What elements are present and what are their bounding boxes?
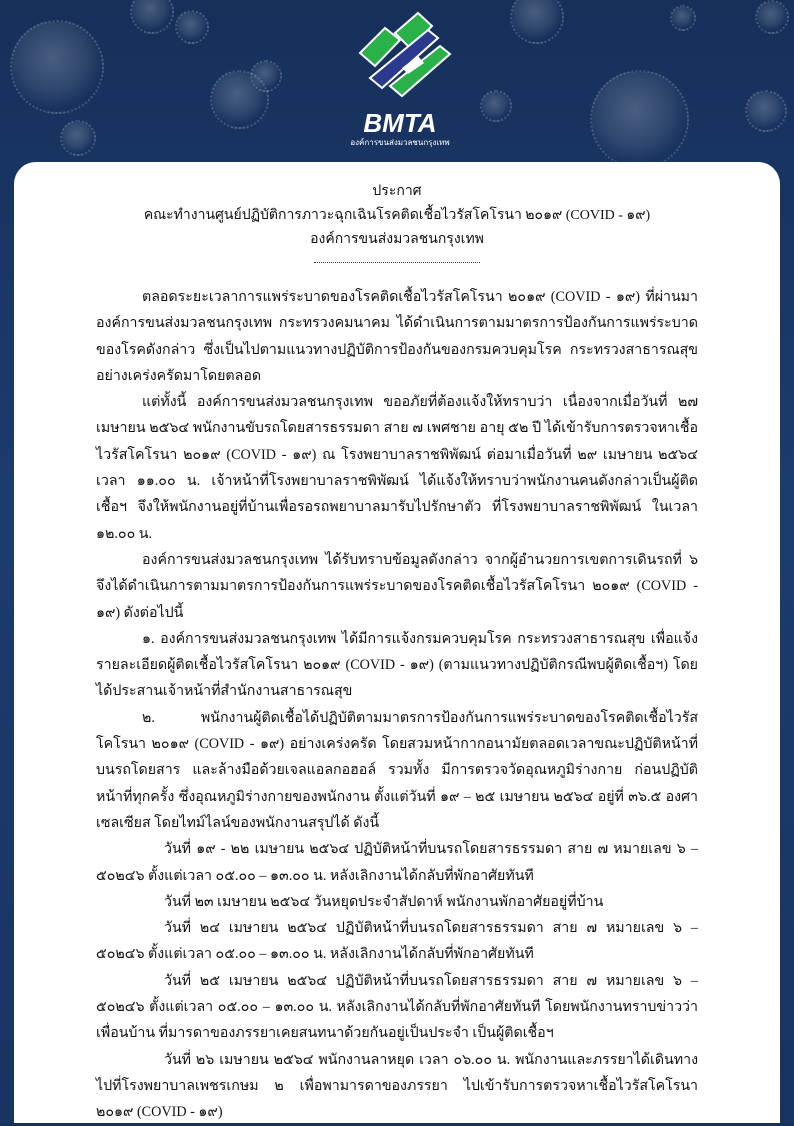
virus-decoration [590, 70, 689, 169]
timeline-entry: วันที่ ๒๖ เมษายน ๒๕๖๔ พนักงานลาหยุด เวลา ๐๖.๐๐ น. พนักงานและภรรยาได้เดินทางไปที่โรงพยาบาลเพชรเกษม ๒ เพื่อพามารดาของภรรยา ไปเข้ารับการตรวจหาเชื้อไวรัสโคโรนา ๒๐๑๙ (COVID - ๑๙) [96, 1051, 698, 1121]
virus-decoration [175, 10, 209, 44]
numbered-item: ๒. พนักงานผู้ติดเชื้อได้ปฏิบัติตามมาตรการป้องกันการแพร่ระบาดของโรคติดเชื้อไวรัสโคโรนา ๒๐๑๙ (COVID - ๑๙) อย่างเคร่งครัด โดยสวมหน้ากากอนามัยตลอดเวลาขณะปฏิบัติหน้าที่บนรถโดยสาร และล้างมือด้วยเจลแอลกอฮอล์ รวมทั้ง มีการตรวจวัดอุณหภูมิร่างกาย ก่อนปฏิบัติหน้าที่ทุกครั้ง ซึ่งอุณหภูมิร่างกายของพนักงาน ตั้งแต่วันที่ ๑๙ – ๒๕ เมษายน ๒๕๖๔ อยู่ที่ ๓๖.๕ องศาเซลเซียส โดยไทม์ไลน์ของพนักงานสรุปได้ ดังนี้ [96, 709, 698, 831]
paragraph: องค์การขนส่งมวลชนกรุงเทพ ได้รับทราบข้อมูลดังกล่าว จากผู้อำนวยการเขตการเดินรถที่ ๖ จึงได้ดำเนินการตามมาตรการป้องกันการแพร่ระบาดของโรคติดเชื้อไวรัสโคโรนา ๒๐๑๙ (COVID - ๑๙) ดังต่อไปนี้ [96, 551, 698, 621]
virus-decoration [670, 5, 696, 31]
virus-decoration [510, 0, 564, 44]
virus-decoration [755, 0, 789, 34]
virus-decoration [745, 90, 787, 132]
virus-decoration [250, 60, 282, 92]
header-divider [314, 262, 480, 263]
paragraph: ตลอดระยะเวลาการแพร่ระบาดของโรคติดเชื้อไวรัสโคโรนา ๒๐๑๙ (COVID - ๑๙) ที่ผ่านมาองค์การขนส่งมวลชนกรุงเทพ กระทรวงคมนาคม ได้ดำเนินการตามมาตรการป้องกันการแพร่ระบาดของโรคดังกล่าว ซึ่งเป็นไปตามแนวทางปฏิบัติการป้องกันของกรมควบคุมโรค กระทรวงสาธารณสุข อย่างเคร่งครัดมาโดยตลอด [96, 289, 698, 384]
bmta-logo [340, 8, 460, 146]
virus-decoration [10, 20, 104, 114]
announcement-title: ประกาศ [372, 184, 422, 199]
announcement-header [14, 180, 780, 252]
logo-brand-text: BMTA [363, 108, 437, 138]
numbered-item: ๑. องค์การขนส่งมวลชนกรุงเทพ ได้มีการแจ้งกรมควบคุมโรค กระทรวงสาธารณสุข เพื่อแจ้งรายละเอียดผู้ติดเชื้อไวรัสโคโรนา ๒๐๑๙ (COVID - ๑๙) (ตามแนวทางปฏิบัติกรณีพบผู้ติดเชื้อฯ) โดยได้ประสานเจ้าหน้าที่สำนักงานสาธารณสุข [96, 630, 698, 700]
timeline-entry: วันที่ ๒๕ เมษายน ๒๕๖๔ ปฏิบัติหน้าที่บนรถโดยสารธรรมดา สาย ๗ หมายเลข ๖ – ๕๐๒๔๖ ตั้งแต่เวลา ๐๕.๐๐ – ๑๓.๐๐ น. หลังเลิกงานได้กลับที่พักอาศัยทันที โดยพนักงานทราบข่าวว่า เพื่อนบ้าน ที่มารดาของภรรยาเคยสนทนาด้วยกันอยู่เป็นประจำ เป็นผู้ติดเชื้อฯ [96, 972, 698, 1042]
virus-decoration [60, 120, 96, 156]
timeline-entry: วันที่ ๑๙ - ๒๒ เมษายน ๒๕๖๔ ปฏิบัติหน้าที่บนรถโดยสารธรรมดา สาย ๗ หมายเลข ๖ – ๕๐๒๔๖ ตั้งแต่เวลา ๐๕.๐๐ – ๑๓.๐๐ น. หลังเลิกงานได้กลับที่พักอาศัยทันที [96, 841, 698, 884]
virus-decoration [130, 0, 174, 34]
document-card [14, 162, 780, 1123]
paragraph: แต่ทั้งนี้ องค์การขนส่งมวลชนกรุงเทพ ขออภัยที่ต้องแจ้งให้ทราบว่า เนื่องจากเมื่อวันที่ ๒๗ เมษายน ๒๕๖๔ พนักงานขับรถโดยสารธรรมดา สาย ๗ เพศชาย อายุ ๕๒ ปี ได้เข้ารับการตรวจหาเชื้อไวรัสโคโรนา ๒๐๑๙ (COVID - ๑๙) ณ โรงพยาบาลราชพิพัฒน์ ต่อมาเมื่อวันที่ ๒๙ เมษายน ๒๕๖๔ เวลา ๑๑.๐๐ น. เจ้าหน้าที่โรงพยาบาลราชพิพัฒน์ ได้แจ้งให้ทราบว่าพนักงานคนดังกล่าวเป็นผู้ติดเชื้อฯ จึงให้พนักงานอยู่ที่บ้านเพื่อรอรถพยาบาลมารับไปรักษาตัว ที่โรงพยาบาลราชพิพัฒน์ ในเวลา ๑๒.๐๐ น. [96, 394, 698, 542]
announcement-organization: องค์การขนส่งมวลชนกรุงเทพ [310, 232, 484, 247]
logo-subtitle: องค์การขนส่งมวลชนกรุงเทพ [350, 138, 450, 147]
timeline-entry: วันที่ ๒๓ เมษายน ๒๕๖๔ วันหยุดประจำสัปดาห์ พนักงานพักอาศัยอยู่ที่บ้าน [164, 893, 604, 910]
announcement-committee: คณะทำงานศูนย์ปฏิบัติการภาวะฉุกเฉินโรคติดเชื้อไวรัสโคโรนา ๒๐๑๙ (COVID - ๑๙) [143, 208, 651, 223]
bmta-logo-mark-icon [340, 8, 460, 108]
virus-decoration [480, 90, 512, 122]
timeline-entry: วันที่ ๒๔ เมษายน ๒๕๖๔ ปฏิบัติหน้าที่บนรถโดยสารธรรมดา สาย ๗ หมายเลข ๖ – ๕๐๒๔๖ ตั้งแต่เวลา ๐๕.๐๐ – ๑๓.๐๐ น. หลังเลิกงานได้กลับที่พักอาศัยทันที [96, 920, 698, 963]
announcement-body [96, 284, 698, 1126]
